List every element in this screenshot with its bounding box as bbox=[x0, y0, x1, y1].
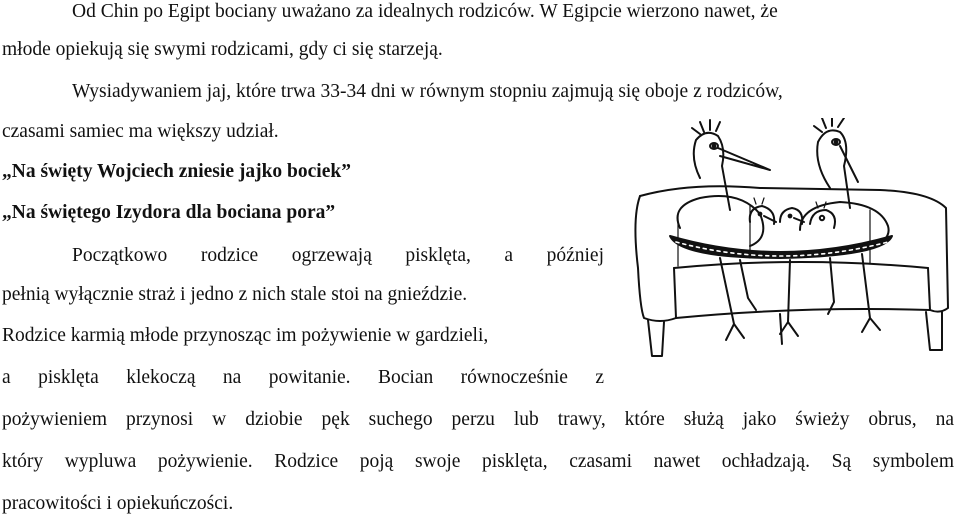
stork-leg bbox=[828, 258, 834, 314]
text-line: Początkowo rodzice ogrzewają pisklęta, a później bbox=[72, 245, 604, 266]
text-line: Od Chin po Egipt bociany uważano za idealnych rodziców. W Egipcie wierzono nawet, że bbox=[72, 1, 778, 22]
proverb-2: „Na świętego Izydora dla bociana pora” bbox=[2, 202, 336, 223]
left-stork-crest bbox=[692, 120, 720, 134]
left-stork-beak bbox=[718, 148, 770, 170]
wing-band bbox=[670, 236, 892, 258]
right-stork-neck bbox=[817, 130, 850, 208]
chick-3 bbox=[810, 210, 835, 228]
text-line: a pisklęta klekoczą na powitanie. Bocian równocześnie z bbox=[2, 367, 604, 388]
text-line: który wypluwa pożywienie. Rodzice poją swoje pisklęta, czasami nawet ochładzają. Są symbolem bbox=[2, 451, 954, 472]
sofa-leg bbox=[648, 320, 664, 356]
right-stork-beak bbox=[840, 146, 858, 182]
stork-leg bbox=[720, 258, 744, 340]
stork-leg bbox=[862, 254, 880, 332]
sofa-front bbox=[676, 309, 930, 318]
text-line: czasami samiec ma większy udział. bbox=[2, 121, 279, 142]
text-line: młode opiekują się swymi rodzicami, gdy ci się starzeją. bbox=[2, 39, 443, 60]
text-line: pracowitości i opiekuńczości. bbox=[2, 493, 234, 514]
text-line: pełnią wyłącznie straż i jedno z nich stale stoi na gnieździe. bbox=[2, 284, 468, 305]
sofa-leg bbox=[926, 312, 942, 350]
stork-leg bbox=[780, 260, 798, 336]
text-line: Wysiadywaniem jaj, które trwa 33-34 dni w równym stopniu zajmują się oboje z rodziców, bbox=[72, 81, 783, 102]
stork-leg bbox=[740, 260, 756, 310]
stork-family-illustration bbox=[630, 118, 960, 380]
proverb-1: „Na święty Wojciech zniesie jajko bociek” bbox=[2, 161, 351, 182]
text-line: pożywieniem przynosi w dziobie pęk suchego perzu lub trawy, które służą jako świeży obrus, na bbox=[2, 409, 954, 430]
sofa-left-arm bbox=[635, 196, 676, 321]
text-line: Rodzice karmią młode przynosząc im pożywienie w gardzieli, bbox=[2, 325, 489, 346]
sofa-leg bbox=[780, 314, 782, 344]
sofa-seat bbox=[674, 262, 928, 268]
